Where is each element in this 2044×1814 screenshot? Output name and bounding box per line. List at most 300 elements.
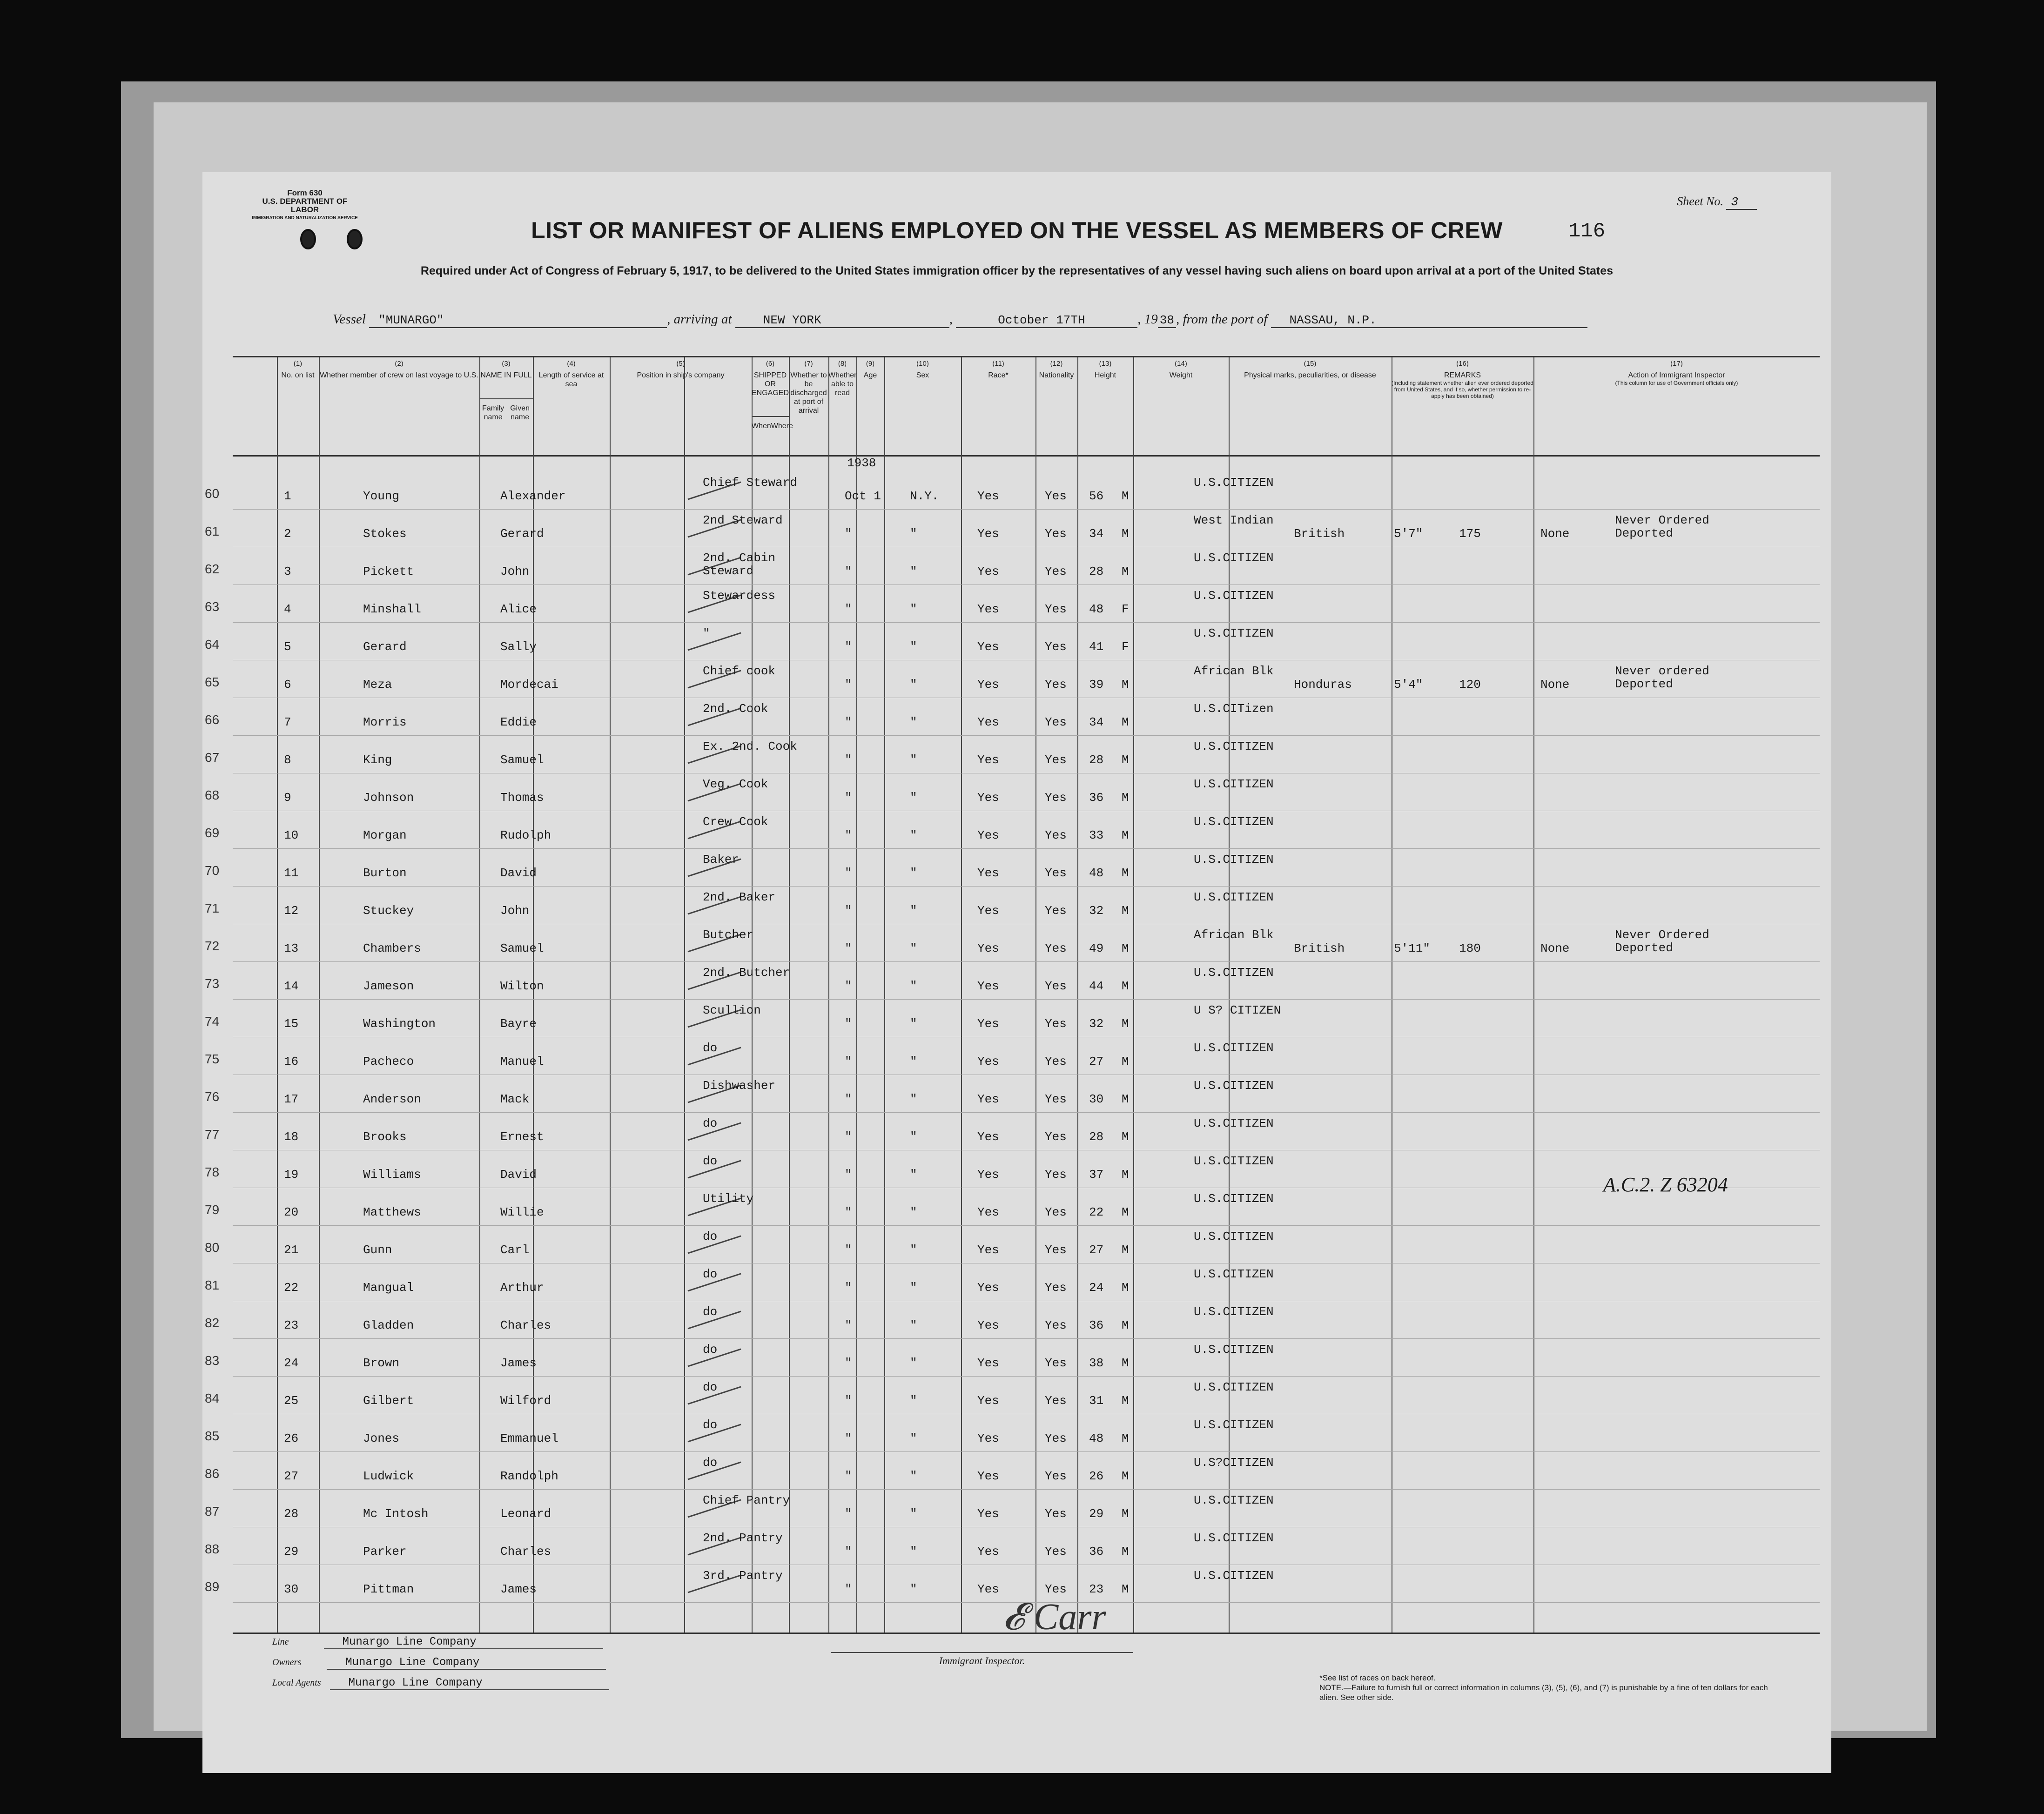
line-number: 60 — [205, 486, 220, 501]
discharged: Yes — [977, 489, 999, 503]
arriving-value: NEW YORK — [735, 313, 949, 328]
sex: M — [1122, 489, 1129, 503]
column-header — [856, 359, 884, 380]
column-label: Whether to be discharged at port of arrival — [790, 371, 827, 415]
shipped-when: " — [845, 715, 852, 729]
column-header — [1229, 359, 1392, 380]
able-to-read: Yes — [1045, 564, 1067, 578]
discharged: Yes — [977, 1281, 999, 1295]
able-to-read: Yes — [1045, 489, 1067, 503]
table-row — [205, 1112, 1820, 1150]
nationality: Honduras — [1294, 678, 1352, 692]
line-number: 61 — [205, 524, 220, 538]
able-to-read: Yes — [1045, 753, 1067, 767]
family-name: Pacheco — [363, 1055, 414, 1068]
sex: M — [1122, 1055, 1129, 1068]
list-number: 1 — [284, 489, 291, 503]
able-to-read: Yes — [1045, 1092, 1067, 1106]
list-number: 21 — [284, 1243, 299, 1257]
line-number: 68 — [205, 788, 220, 802]
shipped-where: " — [910, 1092, 917, 1106]
shipped-where: " — [910, 1394, 917, 1408]
given-name: Charles — [500, 1318, 551, 1332]
table-row — [205, 1451, 1820, 1490]
position: do — [703, 1229, 718, 1243]
shipped-when: " — [845, 1356, 852, 1370]
age: 27 — [1089, 1055, 1104, 1068]
column-label: Action of Immigrant Inspector — [1628, 371, 1725, 379]
column-label: Whether able to read — [828, 371, 857, 397]
given-name: Charles — [500, 1545, 551, 1559]
age: 48 — [1089, 866, 1104, 880]
manifest-page — [202, 172, 1831, 1773]
position: Chief Steward — [703, 476, 797, 490]
given-name: Thomas — [500, 791, 544, 805]
year-header: 1938 — [847, 456, 876, 470]
table-row — [205, 1527, 1820, 1565]
able-to-read: Yes — [1045, 1243, 1067, 1257]
age: 56 — [1089, 489, 1104, 503]
table-row — [205, 773, 1820, 811]
family-name: Minshall — [363, 602, 421, 616]
race: U.S.CITIZEN — [1194, 1267, 1274, 1281]
column-number: (8) — [838, 360, 847, 368]
given-name: Willie — [500, 1205, 544, 1219]
given-name: Mordecai — [500, 678, 558, 692]
table-row — [205, 698, 1820, 736]
discharged: Yes — [977, 1168, 999, 1182]
shipped-where: N.Y. — [910, 489, 939, 503]
family-name: Stokes — [363, 527, 407, 541]
form-label: Form 630 — [287, 188, 323, 197]
able-to-read: Yes — [1045, 1356, 1067, 1370]
race: U.S.CITIZEN — [1194, 589, 1274, 603]
able-to-read: Yes — [1045, 678, 1067, 692]
given-name: Arthur — [500, 1281, 544, 1295]
line-number: 67 — [205, 750, 220, 765]
column-header — [752, 359, 793, 430]
sex: M — [1122, 1243, 1129, 1257]
race: U.S.CITIZEN — [1194, 853, 1274, 867]
position: Ex. 2nd. Cook — [703, 739, 797, 753]
age: 38 — [1089, 1356, 1104, 1370]
column-header — [277, 359, 319, 380]
list-number: 9 — [284, 791, 291, 805]
position: Baker — [703, 853, 740, 867]
given-name: David — [500, 866, 537, 880]
line-number: 72 — [205, 939, 220, 953]
discharged: Yes — [977, 1507, 999, 1521]
line-number: 64 — [205, 637, 220, 652]
shipped-when: " — [845, 1469, 852, 1483]
sex: M — [1122, 1545, 1129, 1559]
inspector-signature: 𝓔 Carr — [1003, 1597, 1106, 1638]
sheet-number — [1677, 195, 1757, 209]
shipped-when: " — [845, 1092, 852, 1106]
shipped-where: " — [910, 1507, 917, 1521]
discharged: Yes — [977, 1394, 999, 1408]
column-header — [533, 359, 610, 389]
list-number: 4 — [284, 602, 291, 616]
table-row — [205, 961, 1820, 1000]
sex: M — [1122, 527, 1129, 541]
sex: M — [1122, 753, 1129, 767]
column-number: (15) — [1304, 360, 1317, 368]
position: " — [703, 626, 710, 640]
age: 34 — [1089, 527, 1104, 541]
age: 39 — [1089, 678, 1104, 692]
family-name: Mc Intosh — [363, 1507, 429, 1521]
list-number: 30 — [284, 1582, 299, 1596]
able-to-read: Yes — [1045, 904, 1067, 918]
given-name: John — [500, 564, 530, 578]
list-number: 24 — [284, 1356, 299, 1370]
position: Dishwasher — [703, 1079, 776, 1093]
able-to-read: Yes — [1045, 1318, 1067, 1332]
table-row — [205, 1414, 1820, 1452]
shipped-where: " — [910, 979, 917, 993]
physical-marks: None — [1540, 527, 1570, 541]
shipped-when: " — [845, 1318, 852, 1332]
discharged: Yes — [977, 1582, 999, 1596]
column-header — [828, 359, 856, 397]
shipped-where: " — [910, 1356, 917, 1370]
column-header — [1533, 359, 1820, 386]
age: 30 — [1089, 1092, 1104, 1106]
given-name: Rudolph — [500, 828, 551, 842]
shipped-when: " — [845, 1168, 852, 1182]
given-name: Alice — [500, 602, 537, 616]
shipped-when: " — [845, 979, 852, 993]
family-name: Burton — [363, 866, 407, 880]
able-to-read: Yes — [1045, 640, 1067, 654]
age: 36 — [1089, 791, 1104, 805]
table-row — [205, 1338, 1820, 1377]
line-number: 62 — [205, 562, 220, 576]
list-number: 22 — [284, 1281, 299, 1295]
discharged: Yes — [977, 941, 999, 955]
discharged: Yes — [977, 828, 999, 842]
able-to-read: Yes — [1045, 866, 1067, 880]
sex: M — [1122, 979, 1129, 993]
column-number: (10) — [916, 360, 929, 368]
given-name: Samuel — [500, 941, 544, 955]
sex: M — [1122, 1092, 1129, 1106]
date-day: 17TH — [1056, 313, 1085, 327]
column-label: SHIPPED OR ENGAGED — [752, 371, 789, 397]
family-name: Johnson — [363, 791, 414, 805]
sex: M — [1122, 564, 1129, 578]
sex: M — [1122, 1582, 1129, 1596]
shipped-when: " — [845, 941, 852, 955]
able-to-read: Yes — [1045, 979, 1067, 993]
nationality: British — [1294, 941, 1345, 955]
race: U.S.CITIZEN — [1194, 1531, 1274, 1545]
page-title: LIST OR MANIFEST OF ALIENS EMPLOYED ON THE VESSEL AS MEMBERS OF CREW — [531, 217, 1503, 243]
list-number: 2 — [284, 527, 291, 541]
column-label: No. on list — [281, 371, 315, 379]
list-number: 15 — [284, 1017, 299, 1031]
given-name: Wilford — [500, 1394, 551, 1408]
race: U.S.CITIZEN — [1194, 1569, 1274, 1583]
family-name: Brooks — [363, 1130, 407, 1144]
shipped-where: " — [910, 1243, 917, 1257]
position: do — [703, 1343, 718, 1357]
table-row — [205, 547, 1820, 585]
race: U.S.CITIZEN — [1194, 890, 1274, 904]
race: African Blk — [1194, 928, 1274, 942]
shipped-where: " — [910, 1318, 917, 1332]
discharged: Yes — [977, 1092, 999, 1106]
shipped-where: " — [910, 1130, 917, 1144]
sex: M — [1122, 1205, 1129, 1219]
race: U.S.CITIZEN — [1194, 1079, 1274, 1093]
column-header — [1035, 359, 1077, 380]
able-to-read: Yes — [1045, 791, 1067, 805]
sex: M — [1122, 1130, 1129, 1144]
sex: M — [1122, 1394, 1129, 1408]
shipped-where: " — [910, 1017, 917, 1031]
position: do — [703, 1041, 718, 1055]
column-header — [789, 359, 828, 415]
discharged: Yes — [977, 1243, 999, 1257]
race: U.S.CITIZEN — [1194, 1116, 1274, 1130]
shipped-when: " — [845, 791, 852, 805]
list-number: 19 — [284, 1168, 299, 1182]
line-value: Munargo Line Company — [324, 1636, 603, 1649]
column-label: Whether member of crew on last voyage to U.S. — [320, 371, 478, 379]
column-header — [1077, 359, 1133, 380]
sex: M — [1122, 866, 1129, 880]
table-row — [205, 1489, 1820, 1527]
line-number: 76 — [205, 1089, 220, 1104]
age: 34 — [1089, 715, 1104, 729]
discharged: Yes — [977, 678, 999, 692]
family-name: Brown — [363, 1356, 400, 1370]
nationality: British — [1294, 527, 1345, 541]
table-row — [205, 622, 1820, 660]
column-number: (12) — [1050, 360, 1063, 368]
column-number: (14) — [1175, 360, 1187, 368]
able-to-read: Yes — [1045, 828, 1067, 842]
race: U.S.CITIZEN — [1194, 815, 1274, 829]
column-label: Physical marks, peculiarities, or disease — [1244, 371, 1376, 379]
given-name: Alexander — [500, 489, 566, 503]
column-number: (3) — [502, 360, 511, 368]
family-name: Mangual — [363, 1281, 414, 1295]
given-name: John — [500, 904, 530, 918]
family-name: Stuckey — [363, 904, 414, 918]
able-to-read: Yes — [1045, 602, 1067, 616]
column-number: (1) — [293, 360, 303, 368]
line-number: 87 — [205, 1504, 220, 1518]
age: 28 — [1089, 1130, 1104, 1144]
position: 2nd. Butcher — [703, 966, 790, 980]
line-number: 89 — [205, 1579, 220, 1594]
able-to-read: Yes — [1045, 1431, 1067, 1445]
race: U.S.CITIZEN — [1194, 777, 1274, 791]
column-note: (This column for use of Government officials only) — [1615, 380, 1738, 386]
shipped-where: " — [910, 640, 917, 654]
given-name: Carl — [500, 1243, 530, 1257]
race: U.S.CITIZEN — [1194, 1305, 1274, 1319]
able-to-read: Yes — [1045, 941, 1067, 955]
column-number: (17) — [1670, 360, 1683, 368]
family-name: Pickett — [363, 564, 414, 578]
list-number: 6 — [284, 678, 291, 692]
race: African Blk — [1194, 664, 1274, 678]
column-label: NAME IN FULL — [480, 371, 532, 379]
line-number: 75 — [205, 1052, 220, 1066]
race: U.S.CITIZEN — [1194, 1418, 1274, 1432]
position: 2nd. Baker — [703, 890, 776, 904]
column-number: (9) — [866, 360, 875, 368]
given-name: Randolph — [500, 1469, 558, 1483]
shipped-where: " — [910, 602, 917, 616]
list-number: 14 — [284, 979, 299, 993]
date-month: October — [998, 313, 1049, 327]
handwritten-annotation: A.C.2. Z 63204 — [1603, 1173, 1728, 1196]
sex: M — [1122, 1507, 1129, 1521]
given-name: James — [500, 1582, 537, 1596]
weight: 180 — [1459, 941, 1481, 955]
position: Crew Cook — [703, 815, 768, 829]
crew-table — [205, 356, 1820, 1634]
shipped-where: " — [910, 1431, 917, 1445]
discharged: Yes — [977, 527, 999, 541]
position: do — [703, 1305, 718, 1319]
position: Scullion — [703, 1003, 761, 1017]
sheet-label: Sheet No. — [1677, 195, 1723, 208]
column-number: (6) — [766, 360, 775, 368]
column-header — [479, 359, 533, 422]
column-number: (11) — [992, 360, 1004, 368]
discharged: Yes — [977, 602, 999, 616]
shipped-where: " — [910, 941, 917, 955]
line-number: 85 — [205, 1429, 220, 1443]
race: U.S.CITIZEN — [1194, 1192, 1274, 1206]
sex: M — [1122, 715, 1129, 729]
arriving-label: , arriving at — [667, 312, 732, 327]
shipped-when: " — [845, 564, 852, 578]
position: Veg. Cook — [703, 777, 768, 791]
list-number: 3 — [284, 564, 291, 578]
able-to-read: Yes — [1045, 1055, 1067, 1068]
family-name: Young — [363, 489, 400, 503]
age: 37 — [1089, 1168, 1104, 1182]
shipped-when: " — [845, 1055, 852, 1068]
shipped-where: " — [910, 527, 917, 541]
shipped-when: " — [845, 904, 852, 918]
line-number: 70 — [205, 863, 220, 878]
line-number: 63 — [205, 599, 220, 614]
list-number: 28 — [284, 1507, 299, 1521]
family-name: Morgan — [363, 828, 407, 842]
shipped-when: " — [845, 640, 852, 654]
table-row — [205, 1376, 1820, 1414]
discharged: Yes — [977, 564, 999, 578]
given-name: James — [500, 1356, 537, 1370]
service-label: IMMIGRATION AND NATURALIZATION SERVICE — [252, 215, 358, 221]
list-number: 23 — [284, 1318, 299, 1332]
race: U.S.CITIZEN — [1194, 1041, 1274, 1055]
column-header — [610, 359, 752, 380]
year-prefix: , 19 — [1137, 312, 1158, 327]
line-label: Line — [272, 1637, 289, 1647]
table-row — [205, 1075, 1820, 1113]
height: 5'7" — [1394, 527, 1423, 541]
remarks: Never Ordered Deported — [1615, 928, 1709, 955]
age: 32 — [1089, 904, 1104, 918]
table-row — [205, 1225, 1820, 1263]
agents-label: Local Agents — [272, 1678, 321, 1688]
race: U.S.CITizen — [1194, 702, 1274, 716]
column-sublabel: When — [752, 422, 771, 430]
sheet-value: 3 — [1726, 195, 1757, 210]
column-header — [319, 359, 479, 380]
list-number: 27 — [284, 1469, 299, 1483]
line-number: 77 — [205, 1127, 220, 1142]
age: 27 — [1089, 1243, 1104, 1257]
table-row — [205, 1188, 1820, 1226]
position: 2nd. Cook — [703, 702, 768, 716]
column-number: (2) — [395, 360, 403, 368]
line-number: 66 — [205, 712, 220, 727]
column-sublabel: Where — [771, 422, 793, 430]
owners-value: Munargo Line Company — [327, 1656, 606, 1670]
age: 33 — [1089, 828, 1104, 842]
remarks: Never Ordered Deported — [1615, 513, 1709, 540]
family-name: Parker — [363, 1545, 407, 1559]
sex: M — [1122, 1469, 1129, 1483]
age: 36 — [1089, 1545, 1104, 1559]
column-label: Race* — [988, 371, 1009, 379]
line-number: 73 — [205, 976, 220, 991]
age: 31 — [1089, 1394, 1104, 1408]
shipped-when: " — [845, 1205, 852, 1219]
table-row — [205, 471, 1820, 510]
given-name: Emmanuel — [500, 1431, 558, 1445]
discharged: Yes — [977, 1130, 999, 1144]
discharged: Yes — [977, 866, 999, 880]
physical-marks: None — [1540, 941, 1570, 955]
column-label: Position in ship's company — [637, 371, 725, 379]
discharged: Yes — [977, 979, 999, 993]
table-row — [205, 1263, 1820, 1301]
shipped-where: " — [910, 1055, 917, 1068]
shipped-when: " — [845, 602, 852, 616]
line-number: 84 — [205, 1391, 220, 1405]
position: do — [703, 1418, 718, 1432]
discharged: Yes — [977, 1545, 999, 1559]
family-name: Washington — [363, 1017, 436, 1031]
family-name: Gunn — [363, 1243, 392, 1257]
race: U.S.CITIZEN — [1194, 476, 1274, 490]
shipped-when: " — [845, 678, 852, 692]
position: 2nd Steward — [703, 513, 783, 527]
shipped-where: " — [910, 866, 917, 880]
table-row — [205, 811, 1820, 849]
table-row — [205, 585, 1820, 623]
list-number: 29 — [284, 1545, 299, 1559]
shipped-where: " — [910, 1582, 917, 1596]
line-number: 69 — [205, 826, 220, 840]
race: West Indian — [1194, 513, 1274, 527]
shipped-where: " — [910, 753, 917, 767]
height: 5'11" — [1394, 941, 1431, 955]
table-row — [205, 886, 1820, 924]
line-number: 88 — [205, 1542, 220, 1556]
